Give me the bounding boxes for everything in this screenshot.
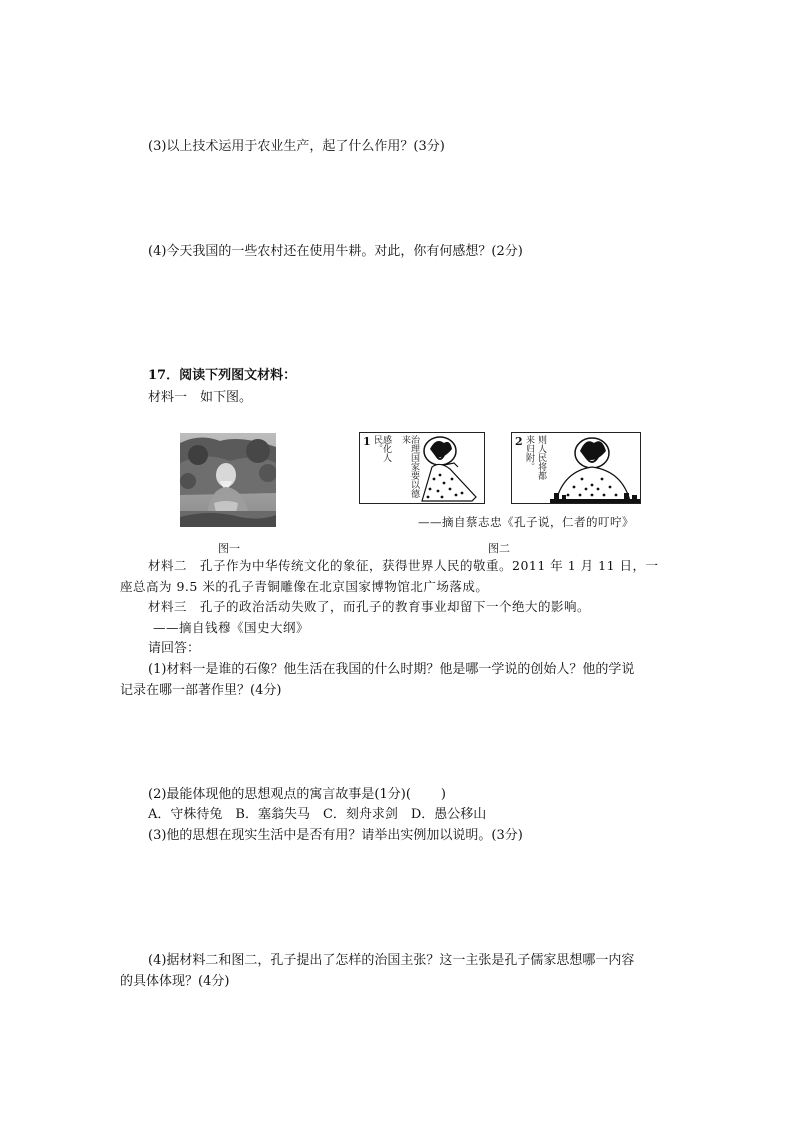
panel2-number: 2 bbox=[515, 435, 523, 448]
figure1-caption: 图一 bbox=[218, 542, 240, 555]
confucius-figure-icon bbox=[414, 433, 484, 503]
material2-line1: 材料二 孔子作为中华传统文化的象征，获得世界人民的敬重。2011 年 1 月 11 日，一 bbox=[148, 558, 659, 573]
figure2-source: ——摘自蔡志忠《孔子说，仁者的叮咛》 bbox=[418, 515, 634, 529]
q17-options: A．守株待兔 B．塞翁失马 C．刻舟求剑 D．愚公移山 bbox=[148, 807, 487, 822]
q17-sub1-line2: 记录在哪一部著作里？(4分) bbox=[120, 683, 282, 698]
q16-sub4: (4)今天我国的一些农村还在使用牛耕。对此，你有何感想？(2分) bbox=[148, 244, 523, 259]
q17-sub3: (3)他的思想在现实生活中是否有用？请举出实例加以说明。(3分) bbox=[148, 828, 523, 843]
q17-sub2 bbox=[148, 786, 446, 804]
q17-sub1-line1: (1)材料一是谁的石像？他生活在我国的什么时期？他是哪一学说的创始人？他的学说 bbox=[148, 662, 635, 677]
material2-line2: 座总高为 9.5 米的孔子青铜雕像在北京国家博物馆北广场落成。 bbox=[120, 579, 489, 594]
answer-prompt: 请回答： bbox=[148, 641, 201, 656]
panel1-number-label: 1 bbox=[363, 435, 371, 448]
q17-sub4-line1: (4)据材料二和图二，孔子提出了怎样的治国主张？这一主张是孔子儒家思想哪一内容 bbox=[148, 953, 635, 968]
q17-material1: 材料一 如下图。 bbox=[148, 390, 253, 405]
panel2-text-b: 来归附。 bbox=[524, 435, 534, 471]
q16-sub3: (3)以上技术运用于农业生产，起了什么作用？(3分) bbox=[148, 139, 445, 154]
comic-panel-1 bbox=[359, 432, 485, 504]
q17-sub2-close: ) bbox=[440, 787, 446, 802]
material3-source: ——摘自钱穆《国史大纲》 bbox=[153, 620, 310, 635]
panel1-text-b: 感化人民。 bbox=[372, 435, 391, 462]
q17-sub4-line2: 的具体体现？(4分) bbox=[120, 974, 230, 989]
panel1-text-a: 治理国家要以德来 bbox=[400, 435, 419, 498]
figure2-caption: 图二 bbox=[488, 542, 510, 555]
confucius-seated-icon bbox=[550, 433, 640, 503]
figure1-statue-photo bbox=[180, 433, 276, 527]
q17-sub2-text: (2)最能体现他的思想观点的寓言故事是(1分)( bbox=[148, 787, 411, 802]
material3: 材料三 孔子的政治活动失败了，而孔子的教育事业却留下一个绝大的影响。 bbox=[148, 599, 591, 614]
q17-heading: 17．阅读下列图文材料： bbox=[148, 368, 297, 383]
comic-panel-2 bbox=[511, 432, 641, 504]
panel2-text-a: 则人民将都 bbox=[536, 435, 546, 480]
